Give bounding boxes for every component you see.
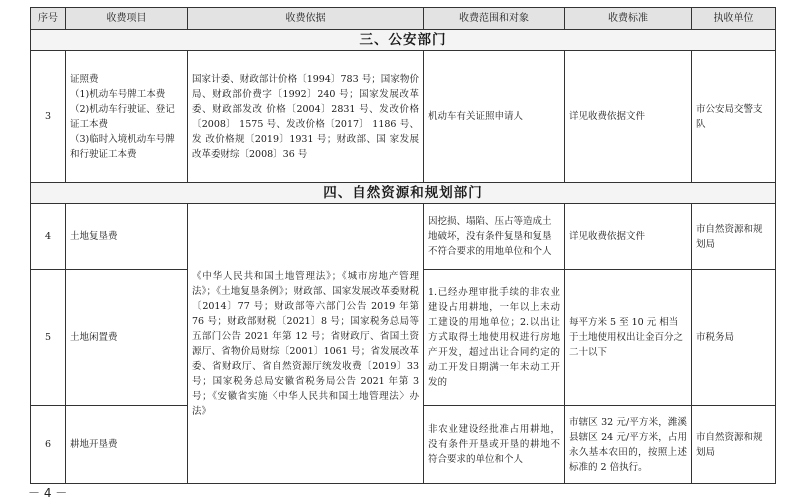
fee-item: 土地闲置费 (66, 270, 188, 406)
fee-item-line: （2)机动车行驶证、登记证工本费 (70, 103, 175, 130)
collecting-unit: 市自然资源和规划局 (692, 204, 776, 270)
header-item: 收费项目 (66, 8, 188, 30)
row-number: 5 (31, 270, 66, 406)
header-standard: 收费标准 (565, 8, 692, 30)
fee-item-line: 证照费 (70, 73, 99, 85)
row-number: 6 (31, 406, 66, 484)
header-basis: 收费依据 (188, 8, 424, 30)
fee-scope: 非农业建设经批准占用耕地，没有条件开垦或开垦的耕地不符合要求的单位和个人 (424, 406, 565, 484)
fee-item (66, 51, 188, 183)
header-row (31, 8, 776, 30)
fee-standard: 详见收费依据文件 (565, 204, 692, 270)
collecting-unit: 市公安局交警支队 (692, 51, 776, 183)
section-row-natural-resources (31, 183, 776, 204)
fee-basis: 国家计委、财政部计价格〔1994〕783 号；国家物价局、财政部价费字〔1992〕240 号；国家发展改革委、财政部发改 价格〔2004〕2831 号、发改价格〔2008〕 1575 号、发改价格〔2017〕 1186 号、发 改价格规〔2019〕1931 号；财政部、国 家发展改革委财综〔2008〕36 号 (188, 51, 424, 183)
fee-item: 土地复垦费 (66, 204, 188, 270)
fee-schedule-table (30, 7, 776, 484)
table-row (31, 204, 776, 270)
fee-standard: 每平方米 5 至 10 元 相当于土地使用权出让金百分之二十以下 (565, 270, 692, 406)
section-row-police (31, 30, 776, 51)
fee-basis-shared: 《中华人民共和国土地管理法》；《城市房地产管理法》；《土地复垦条例》；财政部、国家发展改革委财税〔2014〕77 号；财政部等六部门公告 2019 年第 76 号；财政部财税〔2021〕8 号；国家税务总局等五部门公告 2021 年第 12 号；省财政厅、省国土资源厅、省物价局财综〔2001〕1061 号；省发展改革委、省财政厅、省自然资源厅统发收费〔2019〕33 号；国家税务总局安徽省税务局公告 2021 年第 3 号；《安徽省实施〈中华人民共和国土地管理法〉办法》 (188, 204, 424, 484)
fee-scope: 因挖损、塌陷、压占等造成土地破坏，没有条件复垦和复垦不符合要求的用地单位和个人 (424, 204, 565, 270)
fee-item-line: （1)机动车号牌工本费 (70, 88, 166, 100)
fee-standard: 详见收费依据文件 (565, 51, 692, 183)
row-number: 3 (31, 51, 66, 183)
table-row (31, 51, 776, 183)
page-number: － 4 － (28, 486, 68, 500)
header-no: 序号 (31, 8, 66, 30)
row-number: 4 (31, 204, 66, 270)
fee-item-line: （3)临时入境机动车号牌 和行驶证工本费 (70, 133, 175, 160)
fee-standard: 市辖区 32 元/平方米，潍溪县辖区 24 元/平方米，占用永久基本农田的，按照上述标准的 2 倍执行。 (565, 406, 692, 484)
collecting-unit: 市税务局 (692, 270, 776, 406)
collecting-unit: 市自然资源和规划局 (692, 406, 776, 484)
section-title: 三、公安部门 (31, 30, 776, 51)
header-scope: 收费范围和对象 (424, 8, 565, 30)
header-unit: 执收单位 (692, 8, 776, 30)
fee-scope: 机动车有关证照申请人 (424, 51, 565, 183)
fee-scope: 1.已经办理审批手续的非农业建设占用耕地，一年以上未动工建设的用地单位；2.以出让方式取得土地使用权进行房地产开发，超过出让合同约定的动工开发日期满一年未动工开发的 (424, 270, 565, 406)
fee-item: 耕地开垦费 (66, 406, 188, 484)
section-title: 四、自然资源和规划部门 (31, 183, 776, 204)
